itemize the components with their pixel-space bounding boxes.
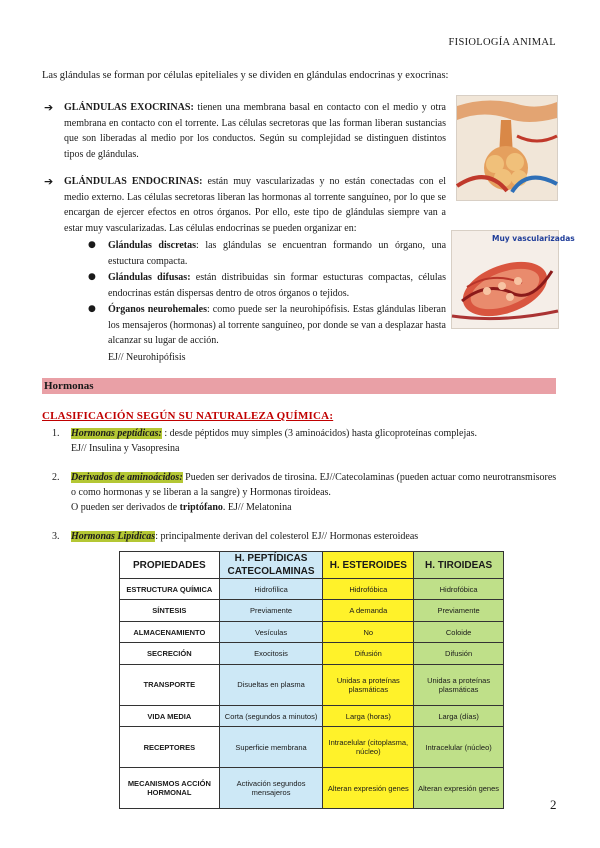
endocrinas-title: GLÁNDULAS ENDOCRINAS: [64,176,203,187]
table-cell: SÍNTESIS [120,600,220,621]
table-header-row [120,552,504,579]
item-example-end: . EJ// Melatonina [222,502,292,513]
endocrinas-text: están muy vascularizadas y no están conectadas con el medio externo. Las células secretoras liberan las hormonas al torrente sanguíneo, por lo que se encargan de ejercer efectos en otros órganos. Por ello, este tipo de glándulas siempre van a estar muy vascularizadas. Las células endocrinas se pueden organizar en: [64,176,446,234]
section-title: Hormonas [42,378,556,394]
table-cell: ESTRUCTURA QUÍMICA [120,579,220,600]
table-cell: SECRECIÓN [120,643,220,664]
item-text: : como puede ser la neurohipófisis. Estas glándulas liberan los mensajeros (hormonas) al torrente sanguíneo, por donde se van a desplazar hasta alcanzar su lugar de acción. [108,304,446,346]
table-cell: Hidrofílica [219,579,323,600]
intro-paragraph: Las glándulas se forman por células epiteliales y se dividen en glándulas endocrinas y exocrinas: [42,70,449,81]
table-cell: Larga (días) [414,705,504,726]
item-example: O pueden ser derivados de [71,502,180,513]
item-text: están distribuidas sin formar estucturas compactas, células endocrinas están dispersas dentro de otros órganos o tejidos. [108,272,446,299]
table-cell: Unidas a proteínas plasmáticas [414,664,504,705]
list-item [80,302,446,349]
exocrinas-title: GLÁNDULAS EXOCRINAS: [64,102,194,113]
table-row [120,579,504,600]
page-number: 2 [550,797,557,812]
table-cell: Alteran expresión genes [323,768,414,809]
table-cell: Hidrofóbica [323,579,414,600]
table-cell: TRANSPORTE [120,664,220,705]
vascular-caption: Muy vascularizadas [492,234,575,243]
numbered-item [52,470,557,515]
list-item [80,238,446,269]
exocrinas-text: tienen una membrana basal en contacto con el medio y otra membrana en contacto con el torrente. Las células secretoras que las forman liberan sustancias que son liberadas al medio por los conductos. Según su complejidad se distinguen distintos tipos de glándulas. [64,102,446,160]
numbered-item [52,529,557,544]
list-item [80,270,446,301]
table-cell: Previamente [414,600,504,621]
arrow-right-icon: ➔ [44,101,54,114]
numbered-item [52,426,557,456]
table-cell: Coloide [414,621,504,642]
table-cell: Difusión [414,643,504,664]
table-row [120,621,504,642]
table-cell: MECANISMOS ACCIÓN HORMONAL [120,768,220,809]
exocrine-gland-illustration [456,95,558,201]
item-example: EJ// Insulina y Vasopresina [71,443,180,454]
table-cell: Vesículas [219,621,323,642]
item-term: Glándulas difusas: [108,272,191,283]
item-example-bold: triptófano [179,502,223,513]
table-cell: RECEPTORES [120,727,220,768]
item-text: Pueden ser derivados de tirosina. EJ//Catecolaminas (pueden actuar como neurotransmisores o como hormonas y se liberan a la sangre) y Hormonas tiroideas. [71,472,557,498]
table-row [120,727,504,768]
bullet-dot-icon: ● [88,272,96,282]
table-row [120,664,504,705]
table-header: H. TIROIDEAS [414,552,504,579]
table-cell: Intracelular (núcleo) [414,727,504,768]
item-number: 2. [52,472,60,483]
table-cell: Corta (segundos a minutos) [219,705,323,726]
table-row [120,600,504,621]
table-header: H. PEPTÍDICAS CATECOLAMINAS [219,552,323,579]
vascularized-gland-illustration [451,230,575,329]
table-cell: Previamente [219,600,323,621]
item-number: 1. [52,428,60,439]
item-text: : las glándulas se encuentran formando un órgano, una estuctura compacta. [108,240,447,267]
page-header: FISIOLOGÍA ANIMAL [448,37,556,48]
table-cell: ALMACENAMIENTO [120,621,220,642]
table-cell: Intracelular (citoplasma, núcleo) [323,727,414,768]
endocrinas-bullet [44,174,446,365]
hormone-properties-table [119,551,504,809]
item-text: : desde péptidos muy simples (3 aminoácidos) hasta glicoproteínas complejas. [161,428,478,439]
table-cell: Larga (horas) [323,705,414,726]
table-row [120,705,504,726]
item-number: 3. [52,531,60,542]
bullet-dot-icon: ● [88,240,96,250]
item-term: Órganos neurohemales [108,304,207,315]
item-term: Hormonas Lipídicas [71,531,156,542]
table-cell: No [323,621,414,642]
table-cell: Disueltas en plasma [219,664,323,705]
table-cell: Unidas a proteínas plasmáticas [323,664,414,705]
item-term: Hormonas peptídicas: [71,428,162,439]
table-row [120,768,504,809]
item-term: Glándulas discretas [108,240,197,251]
table-row [120,643,504,664]
table-cell: Hidrofóbica [414,579,504,600]
table-header: PROPIEDADES [120,552,220,579]
endocrinas-list [80,238,446,349]
table-cell: Exocitosis [219,643,323,664]
arrow-right-icon: ➔ [44,175,54,188]
exocrinas-bullet [44,100,446,162]
example-text: EJ// Neurohipófisis [108,351,186,363]
table-cell: Difusión [323,643,414,664]
table-header: H. ESTEROIDES [323,552,414,579]
item-text: : principalmente derivan del colesterol EJ// Hormonas esteroideas [155,531,419,542]
table-cell: Superficie membrana [219,727,323,768]
item-term: Derivados de aminoácidos: [71,472,183,483]
bullet-dot-icon: ● [88,304,96,314]
table-cell: A demanda [323,600,414,621]
table-cell: Activación segundos mensajeros [219,768,323,809]
table-cell: Alteran expresión genes [414,768,504,809]
classification-title: CLASIFICACIÓN SEGÚN SU NATURALEZA QUÍMICA: [42,410,334,422]
table-cell: VIDA MEDIA [120,705,220,726]
